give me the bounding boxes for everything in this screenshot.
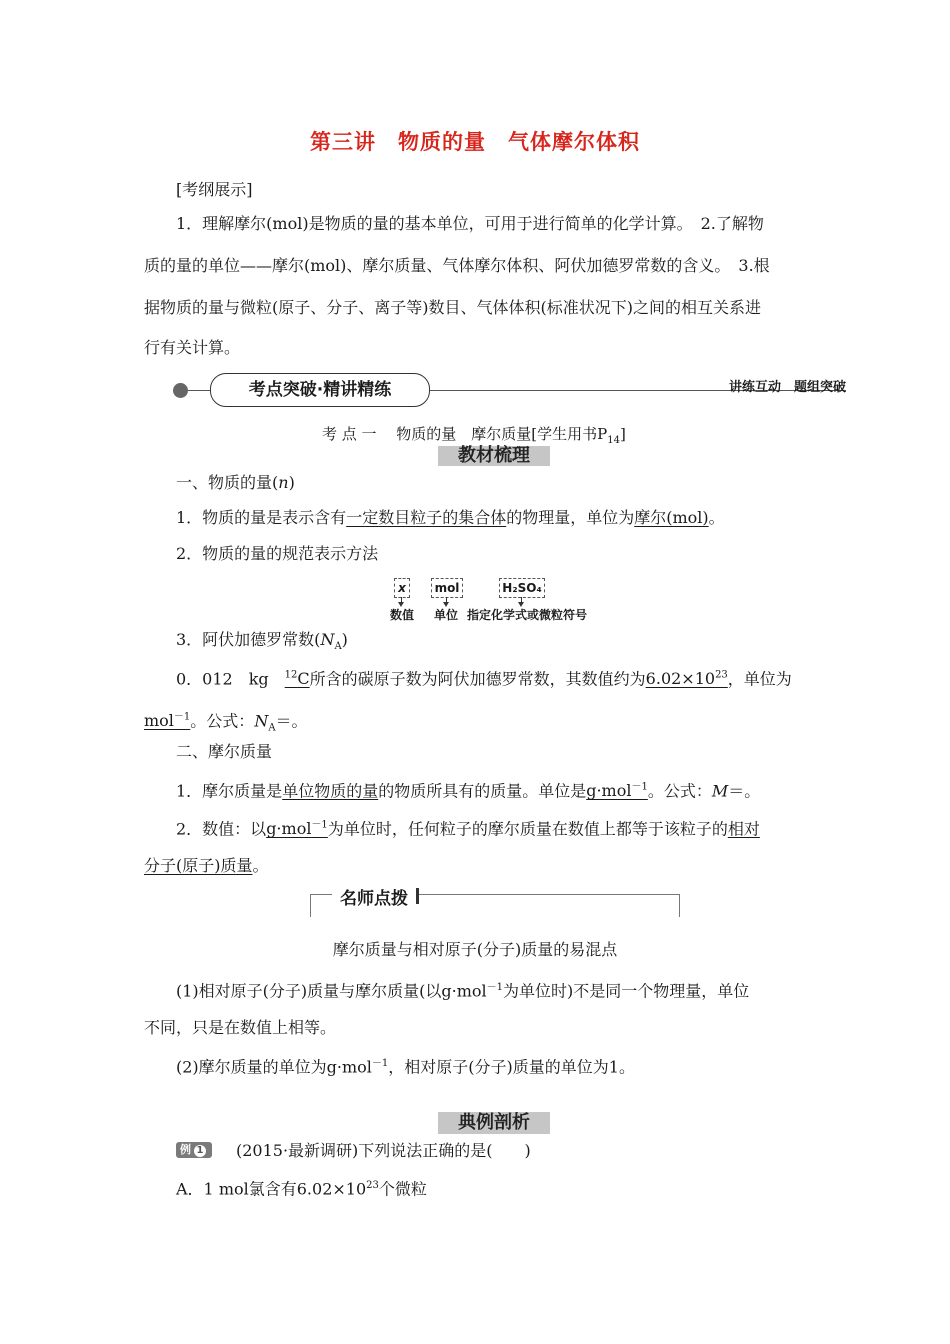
outline-line-3: 据物质的量与微粒(原子、分子、离子等)数目、气体体积(标准状况下)之间的相互关系进	[144, 298, 761, 317]
section-dot	[173, 383, 188, 398]
s2-para-3: 分子(原子)质量。	[144, 856, 269, 875]
example-option-a: A．1 mol氯含有$6.02\times 10^{23}$个微粒	[176, 1179, 427, 1199]
example-badge: 例 1	[176, 1142, 212, 1158]
s2-heading: 二、摩尔质量	[176, 742, 273, 761]
page-title: 第三讲 物质的量 气体摩尔体积	[310, 130, 640, 154]
tip-line-2: 不同，只是在数值上相等。	[144, 1018, 337, 1037]
s1-para-5: mol$^{-1}$。公式：$N_A=$。	[144, 711, 308, 734]
s2-para-2: 2．数值：以g·mol$^{-1}$为单位时，任何粒子的摩尔质量在数值上都等于该粒子的相对	[176, 819, 760, 839]
banner-textbook: 教材梳理	[438, 446, 550, 466]
tip-line-3: (2)摩尔质量的单位为g·mol$^{-1}$，相对原子(分子)质量的单位为1。	[176, 1057, 635, 1077]
s1-para-3: 3．阿伏加德罗常数$(N_A)$	[176, 630, 348, 653]
tip-line-1: (1)相对原子(分子)质量与摩尔质量(以g·mol$^{-1}$为单位时)不是同一个物理量，单位	[176, 981, 750, 1001]
label-formula: 指定化学式或微粒符号	[467, 608, 588, 622]
arrow-3	[521, 597, 522, 603]
label-unit: 单位	[434, 608, 459, 622]
outline-line-1: 1．理解摩尔(mol)是物质的量的基本单位，可用于进行简单的化学计算。 2.了解物	[176, 214, 764, 233]
s2-para-1: 1．摩尔质量是单位物质的量的物质所具有的质量。单位是g·mol$^{-1}$。公式：M＝。	[176, 781, 761, 801]
example-question: (2015·最新调研)下列说法正确的是( )	[236, 1141, 531, 1160]
topic-heading: 考 点 一 物质的量 摩尔质量[学生用书$P_{14}$]	[322, 425, 626, 446]
section-badge: 考点突破·精讲精练	[210, 373, 430, 407]
s1-para-2: 2．物质的量的规范表示方法	[176, 544, 379, 563]
outline-label: [考纲展示]	[176, 180, 253, 199]
arrow-1	[401, 597, 402, 603]
section-right-label: 讲练互动 题组突破	[728, 380, 846, 395]
tip-label: 名师点拨	[332, 884, 416, 909]
formula-box: H₂SO₄	[499, 578, 545, 598]
unit-box: mol	[431, 578, 463, 598]
s1-para-4: 0．012 kg $^{12}$C所含的碳原子数为阿伏加德罗常数，其数值约为$6.02\times 10^{23}$，单位为	[176, 669, 792, 689]
outline-line-4: 行有关计算。	[144, 338, 241, 357]
arrow-2	[446, 597, 447, 603]
tip-bar-right	[416, 888, 419, 904]
label-value: 数值	[390, 608, 415, 622]
s1-para-1: 1．物质的量是表示含有一定数目粒子的集合体的物理量，单位为摩尔(mol)。	[176, 508, 725, 527]
s1-heading: 一、物质的量(n)	[176, 473, 295, 492]
tip-heading: 摩尔质量与相对原子(分子)质量的易混点	[332, 940, 618, 959]
value-box: x	[394, 578, 410, 598]
outline-line-2: 质的量的单位——摩尔(mol)、摩尔质量、气体摩尔体积、阿伏加德罗常数的含义。 3.根	[144, 256, 770, 275]
banner-examples: 典例剖析	[438, 1112, 550, 1134]
